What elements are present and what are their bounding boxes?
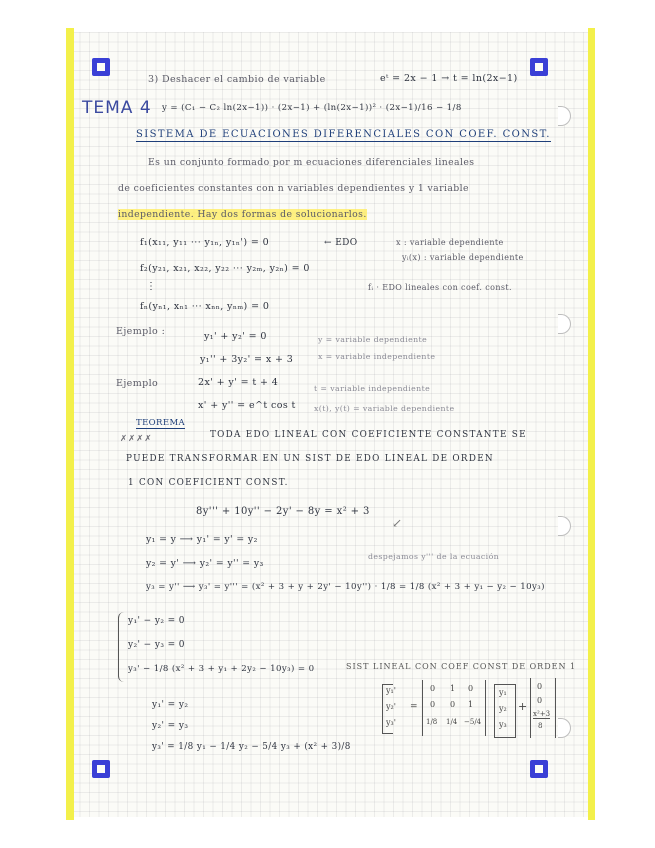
system-a: y₁' − y₂ = 0 <box>128 616 185 626</box>
vec-b-1: 0 <box>537 696 543 705</box>
vec-y-0: y₁ <box>499 688 507 697</box>
matrix-0-1: 1 <box>450 684 456 693</box>
section-title: SISTEMA DE ECUACIONES DIFERENCIALES CON COEF. CONST. <box>136 129 551 140</box>
definition-line-3 <box>118 209 367 220</box>
substitution-2: y₂ = y' ⟶ y₂' = y'' = y₃ <box>146 558 264 569</box>
theorem-scribble: ✗✗✗✗ <box>120 434 153 444</box>
substitution-3: y₃ = y'' ⟶ y₃' = y''' = (x² + 3 + y + 2y' − 10y'') · 1/8 = 1/8 (x² + 3 + y₁ − y₂ − 10y₃) <box>146 582 545 592</box>
vec-left-2: y₃' <box>386 718 396 727</box>
equals-sign: = <box>410 702 418 712</box>
system-brace <box>118 612 127 682</box>
highlight-independiente: independiente. Hay dos formas de solucionarlos. <box>118 209 367 220</box>
system-equation-3: fₙ(yₙ₁, xₙ₁ ··· xₙₙ, yₙₘ) = 0 <box>140 301 270 312</box>
fi-definition: fᵢ · EDO lineales con coef. const. <box>368 283 512 292</box>
corner-marker-icon-bottom-left <box>92 760 110 778</box>
matrix-0-0: 0 <box>430 684 436 693</box>
final-eq-c: y₃' = 1/8 y₁ − 1/4 y₂ − 5/4 y₃ + (x² + 3)/8 <box>152 742 351 752</box>
example-1-note-2: x = variable independiente <box>318 352 436 361</box>
plus-sign: + <box>518 700 528 713</box>
example-2-label: Ejemplo <box>116 378 159 389</box>
matrix-2-0: 1/8 <box>426 718 438 726</box>
vec-b-0: 0 <box>537 682 543 691</box>
example-2-note-1: t = variable independiente <box>314 384 431 393</box>
system-equation-2: f₂(y₂₁, x₂₁, x₂₂, y₂₂ ··· y₂ₘ, y₂ₙ) = 0 <box>140 263 310 274</box>
matrix-2-1: 1/4 <box>446 718 458 726</box>
theorem-line-3: 1 CON COEFICIENT CONST. <box>128 478 289 488</box>
vector-b-brackets <box>530 678 556 738</box>
vec-left-0: y₁' <box>386 686 396 695</box>
despejamos-note: despejamos y''' de la ecuación <box>368 552 500 561</box>
corner-marker-icon-bottom-right <box>530 760 548 778</box>
dots: ⋮ <box>146 281 157 292</box>
main-equation: 8y''' + 10y'' − 2y' − 8y = x² + 3 <box>196 506 370 517</box>
intro-equation: eᵗ = 2x − 1 → t = ln(2x−1) <box>380 73 518 84</box>
right-highlight-bar <box>588 28 595 820</box>
y-definition: yᵢ(x) : variable dependiente <box>402 253 524 262</box>
example-1-eq-2: y₁'' + 3y₂' = x + 3 <box>200 354 294 365</box>
example-1-eq-1: y₁' + y₂' = 0 <box>204 331 267 342</box>
substitution-1: y₁ = y ⟶ y₁' = y' = y₂ <box>146 534 258 545</box>
matrix-0-2: 0 <box>468 684 474 693</box>
vec-b-2: x²+3 <box>533 710 551 718</box>
example-1-note-1: y = variable dependiente <box>318 335 428 344</box>
example-2-eq-2: x' + y'' = e^t cos t <box>198 400 296 411</box>
sist-label: SIST LINEAL CON COEF CONST DE ORDEN 1 <box>346 662 577 671</box>
vec-y-1: y₂ <box>499 704 507 713</box>
vec-y-2: y₃ <box>499 720 507 729</box>
definition-text-1: Es un conjunto formado por m ecuaciones diferenciales lineales <box>148 157 475 168</box>
intro-line: 3) Deshacer el cambio de variable <box>148 74 326 85</box>
theorem-label: TEOREMA <box>136 418 186 428</box>
system-c: y₃' − 1/8 (x² + 3 + y₁ + 2y₂ − 10y₃) = 0 <box>128 664 315 674</box>
example-2-eq-1: 2x' + y' = t + 4 <box>198 377 279 388</box>
corner-marker-icon-top-left <box>92 58 110 76</box>
example-1-label: Ejemplo : <box>116 326 166 337</box>
tema-label: TEMA 4 <box>82 98 152 118</box>
matrix-1-1: 0 <box>450 700 456 709</box>
definition-line-1 <box>148 157 474 168</box>
matrix-1-0: 0 <box>430 700 436 709</box>
x-definition: x : variable dependiente <box>396 238 504 247</box>
vec-b-3: 8 <box>538 722 543 730</box>
final-eq-a: y₁' = y₂ <box>152 700 189 710</box>
system-equation-1: f₁(x₁₁, y₁₁ ··· y₁ₙ, y₁ₙ') = 0 <box>140 237 270 248</box>
corner-marker-icon-top-right <box>530 58 548 76</box>
vec-left-1: y₂' <box>386 702 396 711</box>
matrix-1-2: 1 <box>468 700 474 709</box>
arrow-icon: ↙ <box>392 516 403 530</box>
tema-equation: y = (C₁ − C₂ ln(2x−1)) · (2x−1) + (ln(2x−1))² · (2x−1)/16 − 1/8 <box>162 103 462 113</box>
theorem-line-1: TODA EDO LINEAL CON COEFICIENTE CONSTANTE SE <box>210 430 527 440</box>
system-b: y₂' − y₃ = 0 <box>128 640 185 650</box>
definition-line-2: de coeficientes constantes con n variables dependientes y 1 variable <box>118 183 469 194</box>
theorem-line-2: PUEDE TRANSFORMAR EN UN SIST DE EDO LINEAL DE ORDEN <box>126 454 494 464</box>
edo-label: ← EDO <box>324 238 358 248</box>
matrix-2-2: −5/4 <box>464 718 482 726</box>
final-eq-b: y₂' = y₃ <box>152 721 189 731</box>
example-2-note-2: x(t), y(t) = variable dependiente <box>314 404 455 413</box>
left-highlight-bar <box>66 28 74 820</box>
